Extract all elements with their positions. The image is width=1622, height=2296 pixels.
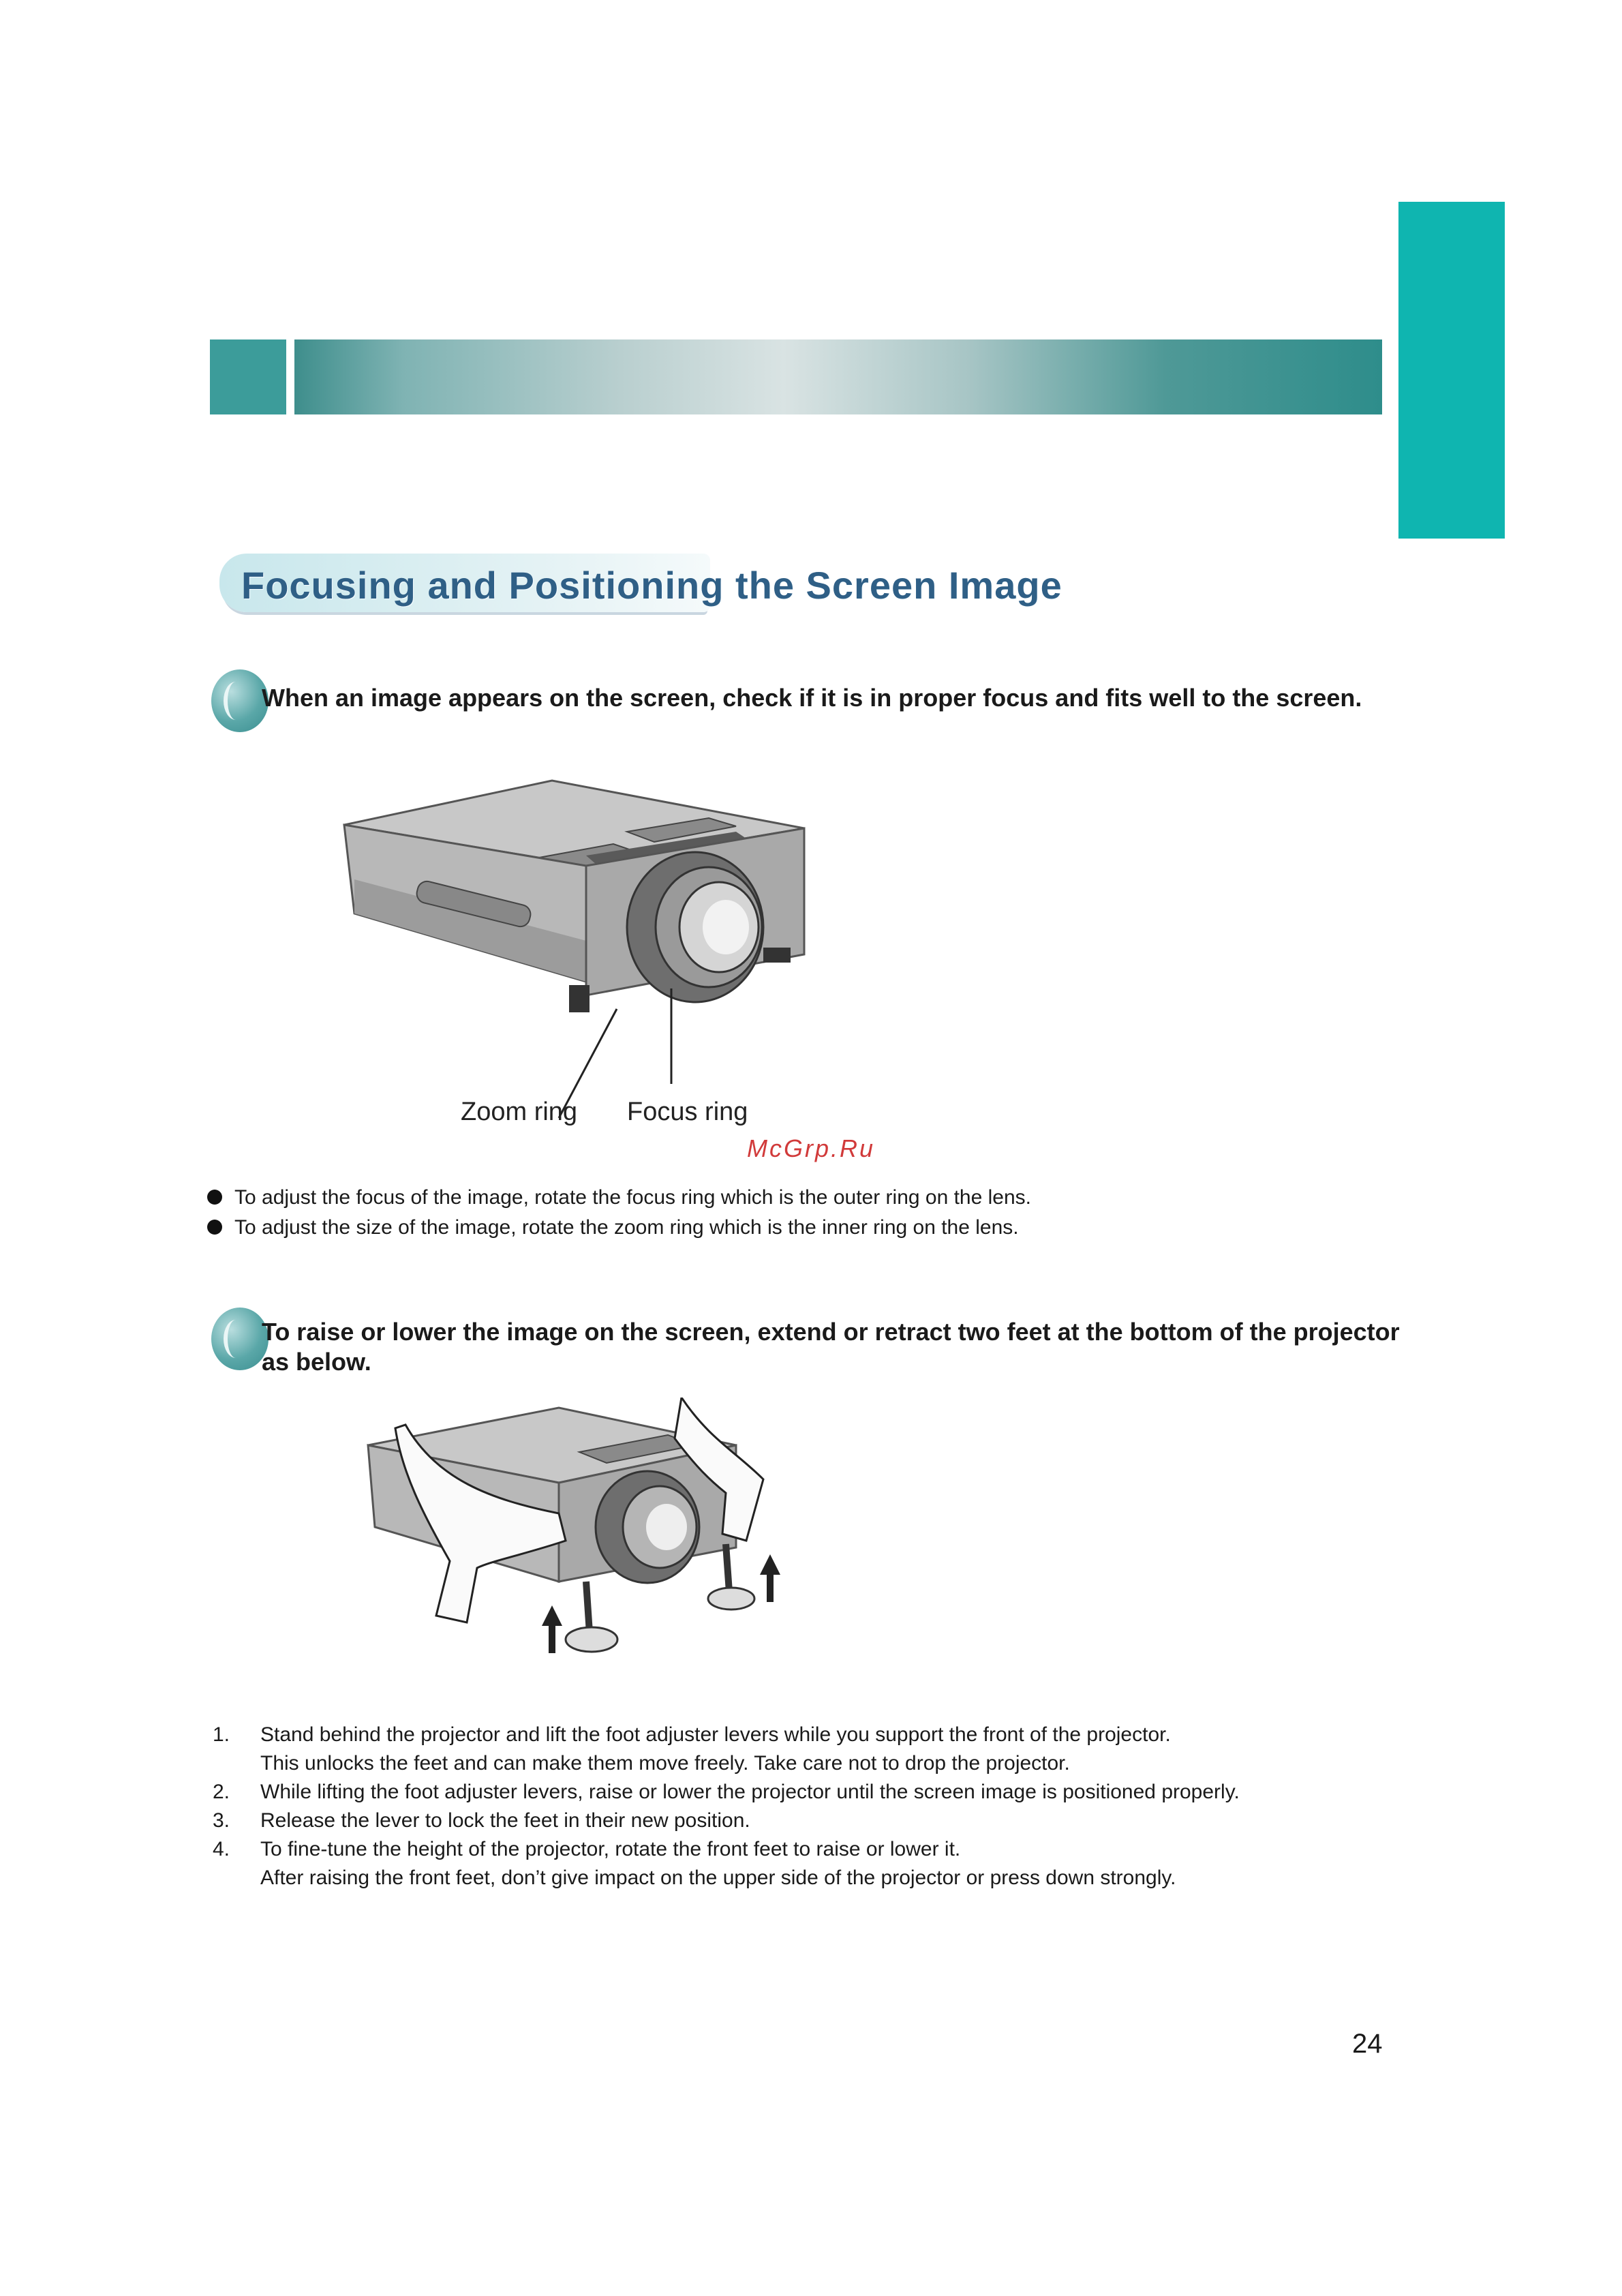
step-text: Release the lever to lock the feet in their new position.: [260, 1809, 750, 1832]
focus-ring-label: Focus ring: [627, 1098, 748, 1126]
bullet-icon: [207, 1190, 222, 1205]
step-text-continued: After raising the front feet, don’t give impact on the upper side of the projector or press down strongly.: [260, 1867, 1176, 1889]
up-arrow-icon: [760, 1554, 780, 1602]
step-text: Stand behind the projector and lift the foot adjuster levers while you support the front of the projector.: [260, 1723, 1171, 1746]
step-text: To fine-tune the height of the projector, rotate the front feet to raise or lower it.: [260, 1838, 961, 1860]
step-number: 2.: [213, 1781, 230, 1803]
side-tab-accent: [1398, 202, 1505, 539]
step-number: 1.: [213, 1723, 230, 1746]
step-number: 3.: [213, 1809, 230, 1832]
page-number: 24: [1352, 2029, 1383, 2059]
bullet-icon: [207, 1220, 222, 1235]
up-arrow-icon: [542, 1605, 562, 1653]
step-number: 4.: [213, 1838, 230, 1860]
zoom-ring-label: Zoom ring: [461, 1098, 578, 1126]
header-gradient-bar: [294, 339, 1382, 414]
header-square: [210, 339, 286, 414]
section-1-heading: When an image appears on the screen, check if it is in proper focus and fits well to the screen.: [262, 684, 1362, 712]
step-text-continued: This unlocks the feet and can make them move freely. Take care not to drop the projector.: [260, 1752, 1070, 1774]
section-marker-2: [211, 1308, 269, 1370]
page-title: Focusing and Positioning the Screen Image: [241, 564, 1062, 607]
projector-lens-figure: [327, 764, 845, 1118]
section-marker-1: [211, 669, 269, 732]
projector-feet-figure: [354, 1398, 845, 1711]
bullet-item: To adjust the size of the image, rotate the zoom ring which is the inner ring on the lens.: [207, 1216, 1019, 1239]
section-2-heading: To raise or lower the image on the screen, extend or retract two feet at the bottom of the projector as below.: [262, 1318, 1400, 1376]
watermark: McGrp.Ru: [747, 1134, 876, 1162]
bullet-item: To adjust the focus of the image, rotate the focus ring which is the outer ring on the lens.: [207, 1186, 1031, 1209]
step-text: While lifting the foot adjuster levers, raise or lower the projector until the screen image is positioned properly.: [260, 1781, 1240, 1803]
